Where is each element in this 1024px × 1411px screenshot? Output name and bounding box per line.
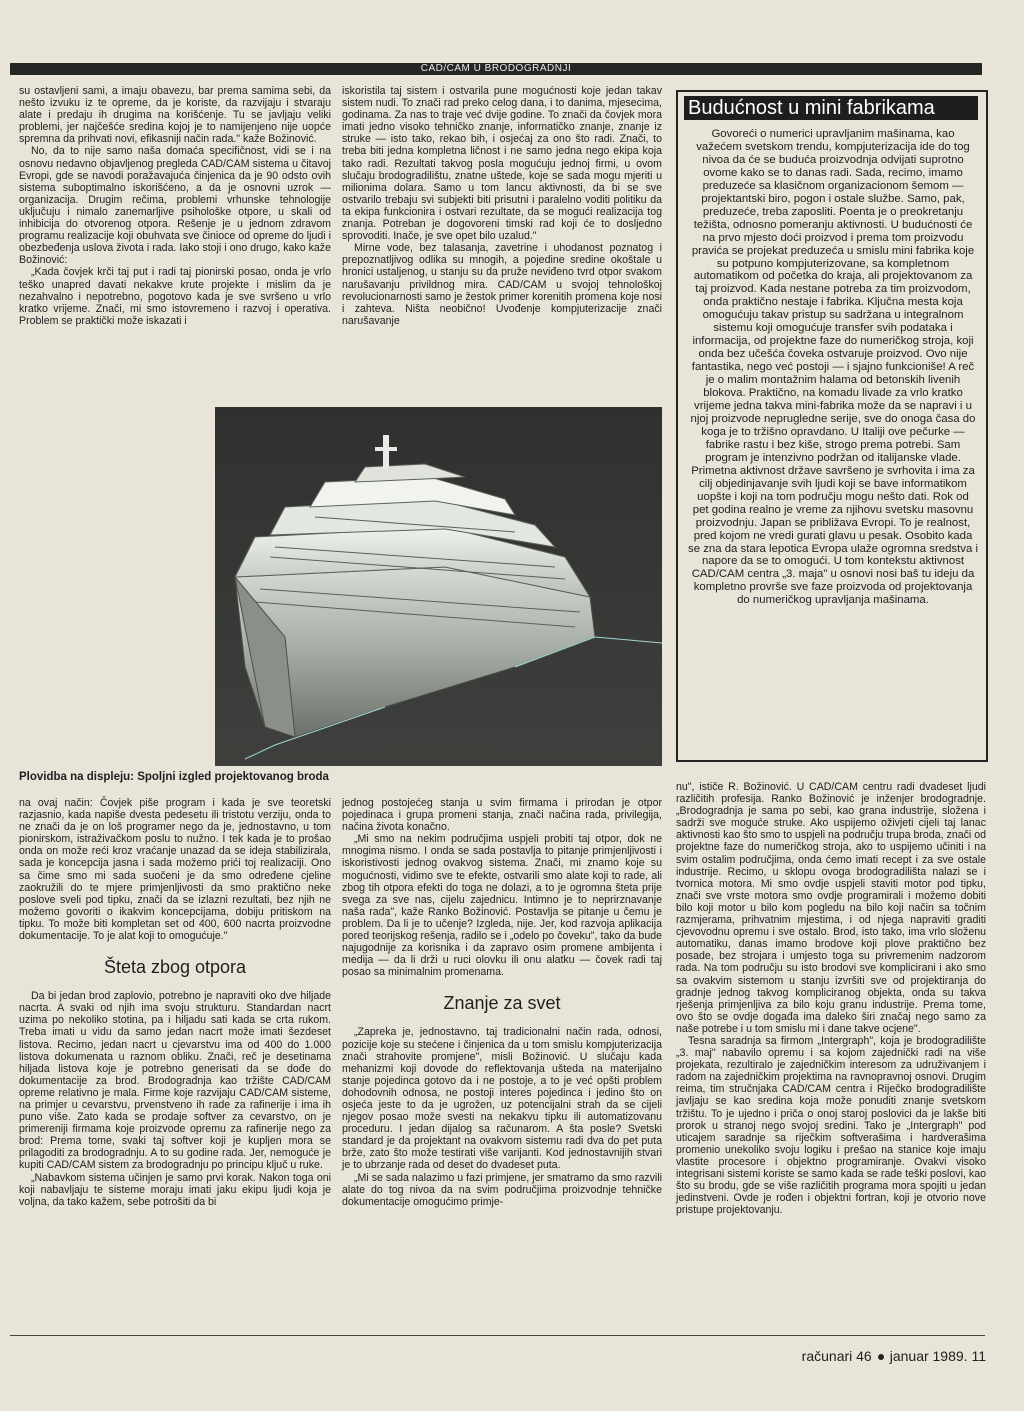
sidebar-title: Budućnost u mini fabrikama [684, 96, 978, 120]
column-4 [342, 797, 662, 1208]
paragraph: „Kada čovjek krči taj put i radi taj pionirski posao, onda je vrlo teško unapred davati nekakve krute projekte i mislim da je nezahvalno i nepotrebno, pogotovo kada je sve svršeno u vrlo kratko vrijeme. Znači, mi smo istovremeno i razvoj i operativa. Problem se praktički može iskazati i [19, 266, 331, 327]
paragraph: „Mi se sada nalazimo u fazi primjene, jer smatramo da smo razvili alate do tog nivoa da na svim područjima proizvodnje tehničke dokumentacije omogućimo primje- [342, 1171, 662, 1208]
bullet-icon [878, 1354, 884, 1360]
subheading: Znanje za svet [443, 993, 561, 1014]
paragraph: nu", ističe R. Božinović. U CAD/CAM centru radi dvadeset ljudi različitih profesija. Ranko Božinović je inženjer brodogradnje. „Brodogradnja je sama po sebi, kao grana industrije, složena i sadrži sve moguće struke. Ako uspijemo oživjeti cijeli taj lanac aktivnosti kao što smo to uspjeli na području trupa broda, znači od projektne faze do numeričkog stroja, ako to uspijemo učiniti i na svim ostalim područjima, onda ćemo imati recept i za sve ostale industrije. Recimo, u sklopu ovoga brodogradilišta nalazi se i tvornica motora. Mi smo ovdje uspjeli staviti motor pod tipku, znači sve vrste motora smo ovdje programirali i možemo dobiti bilo koji motor u bilo kom pogledu na bilo koji način sa točnim razmjerama, prihvatnim mjestima, i od njega napraviti graditi cjevovodnu opremu i sve ostalo. Brod, isto tako, ima vrlo složenu automatiku, danas imamo brodove koji plove praktično bez posade, bez strojara i umjesto toga su privremenim nadzorom rada. Na tom području su isto brodovi sve komplicirani i ako smo sa ovakvim sistemom u stanju izvršiti sve od projektiranja do gradnje jednog takvog kompliciranog objekta, onda su takva rješenja primjenljiva za bilo koju granu industrije. Prema tome, ovo što se ovdje događa ima daleko širi značaj nego samo za naše potrebe i u tom smislu mi i dane takve ocjene". [676, 781, 986, 1035]
paragraph: su ostavljeni sami, a imaju obavezu, bar prema samima sebi, da nešto izvuku iz te opreme, da je koriste, da razvijaju i stvaraju alate i predaju ih drugima na korišćenje. Tu se javljaju veliki problemi, jer najčešće sredina kojoj je to namijenjeno nije uopće spremna da prihvati novi, efikasniji način rada." kaže Božinović. [19, 85, 331, 146]
page-number: 11 [971, 1348, 986, 1364]
paragraph: Mirne vode, bez talasanja, zavetrine i uhodanost poznatog i prepoznatljivog odlika su mnogih, a pojedine sredine okoštale u hronici ustaljenog, u stanju su da pruže neviđeno tvrd otpor svakom narušavanju privildnog mira. CAD/CAM u svojoj tehnološkoj revolucionarnosti samo je žestok primer korenitih promena koje nosi i zahteva. Ništa neobično! Uvođenje kompjuterizacije znači narušavanje [342, 242, 662, 327]
ship-render-image [215, 407, 662, 766]
magazine-issue: računari 46 [801, 1348, 872, 1364]
section-header: CAD/CAM U BRODOGRADNJI [10, 63, 982, 75]
paragraph: „Mi smo na nekim područjima uspjeli probiti taj otpor, dok ne mnogima nismo. I onda se sada postavlja to pitanje primjenljivosti i iskoristivosti jednog ovakvog sistema. Znači, mi znamo koje su mogućnosti, vidimo sve te efekte, ostvarili smo alate koji to rade, ali zbog tih otpora efekti do toga ne dolazi, a to je ogromna šteta prije svega za sve nas, cijelu zajednicu. Intimno je to neprirznavanje naša rada", kaže Ranko Božinović. Postavlja se pitanje u čemu je problem. Da li je to učenje? Izgleda, nije. Jer, kod razvoja aplikacija pored teorijskog rešenja, radilo se i „odelo po čoveku", tako da bude najugodnije za korisnika i da zapravo osim promene ambijenta i medija — da li drži u ruci olovku ili onu alatku — čovek radi taj posao sa minimalnim promenama. [342, 833, 662, 979]
column-2 [342, 85, 662, 327]
column-5 [676, 781, 986, 1216]
photo-caption: Plovidba na displeju: Spoljni izgled projektovanog broda [19, 771, 329, 783]
paragraph: jednog postojećeg stanja u svim firmama i prirodan je otpor pojedinaca i grupa promeni stanja, znači načina rada, privilegija, načina života konačno. [342, 797, 662, 834]
sidebar-text: Govoreći o numerici upravljanim mašinama, kao važećem svetskom trendu, kompjuterizacija ide do tog nivoa da će se buduća proizvodnja odvijati suprotno ovome kako se to danas radi. Sada, recimo, imamo preduzeće sa klasičnom organizacionom šemom — projektantski biro, pogon i ostale službe. Samo, pak, preduzeće, treba zaposliti. Poenta je o preokretanju težišta, odnosno pomeranju aktivnosti. U budućnosti će na prvo mjesto doći proizvod i prema tom proizvodu pravića se projekat preduzeća u smislu mini fabrika koje su potpuno kompjuterizovane, sa kompletnom automatikom od početka do kraja, ali projektovanom za taj proizvod. Kada nestane potreba za tim proizvodom, onda praktično nestaje i fabrika. Ključna mesta koja omogućuju takav pristup su sadržana u integralnom sistemu koji omogućuje transfer svih podataka i informacija, od projektne faze do numeričkog stroja, koji onda bez učešća čoveka ostvaruje proizvod. Ovo nije fantastika, nego već postoji — i sjajno funkcioniše! A reč je o malim montažnim halama od betonskih livenih blokova. Praktično, na komadu livade za vrlo kratko vrijeme jedna takva mini-fabrika može da se napravi i u njoj proizvode neprugledne serije, sve do onoga časa do koga je to tržišno opravdano. U Italiji ove pečurke — fabrike rastu i bez kiše, strogo prema potrebi. Sam program je intenzivno podržan od italijanske vlade. Primetna aktivnost države savršeno je svrhovita i ima za cilj objedinjavanje svih ljudi koji se bave informatikom uopšte i koji na tom području mogu nešto dati. Rok od pet godina realno je vreme za njihovu svetsku masovnu proizvodnju. Japan se približava Evropi. To je realnost, pred kojom ne vredi gurati glavu u pesak. Osobito kada se zna da stara lepotica Evropa ulaže ogromna sredstva i napore da se to omogući. U tom kontekstu aktivnost CAD/CAM centra „3. maja" u osnovi nosi baš tu ideju da kompletno provrše sve faze proizvoda od projektovanja do numeričkog upravljanja mašinama. [688, 128, 978, 607]
paragraph: Da bi jedan brod zaplovio, potrebno je napraviti oko dve hiljade nacrta. A svaki od njih ima svoju strukturu. Standardan nacrt uzima po nekoliko stotina, pa i hiljadu sati kada se crta rukom. Treba imati u vidu da samo jedan nacrt može imati šezdeset listova. Recimo, jedan nacrt u cjevarstvu ima od 400 do 1.000 listova dokumenata u raznom obliku. Znači, reč je desetinama hiljada listova koje je potrebno generisati da se dođe do dokumentacije za brod. Brodogradnja kao tržište CAD/CAM opreme relativno je mala. Firme koje razvijaju CAD/CAM sisteme, na primjer u cevarstvu, prvenstveno ih rade za rafinerije i ima ih puno više. Zato kada se prodaje softver za cevarstvo, on je primereniji firmama koje proizvode opremu za rafinerije nego za brod: Prema tome, svaki taj softver koji je kupljen mora se prilagoditi za brodogradnju. A to su godine rada. Jer, nemoguće je kupiti CAD/CAM sistem za brodogradnju po principu ključ u ruke. [19, 990, 331, 1172]
column-1 [19, 85, 331, 327]
paragraph: No, da to nije samo naša domaća specifičnost, vidi se i na osnovu nedavno objavljenog pregleda CAD/CAM sistema u čitavoj Evropi, gde se navodi poražavajuća činjenica da je 90 odsto ovih sistema suboptimalno iskorišćeno, a da je osnovni uzrok — organizacija. Drugim rečima, problemi vrhunske tehnologije uključuju i nimalo zanemarljive psihološke otpore, u skali od inhibicija do otvorenog otpora. Rešenje je u jednom zdravom programu realizacije koji obuhvata sve činioce od opreme do ljudi i obezbeđenja uslova života i rada. Iako stoji i ono drugo, kako kaže Božinović: [19, 145, 331, 267]
paragraph: Tesna saradnja sa firmom „Intergraph", koja je brodogradilište „3. maj" nabavilo opremu i sa kojom zajednički radi na više projekata, rezultiralo je zajedničkim interesom za udruživanjem i radom na zajedničkim projektima na ravnopravnoj osnovi. Drugim reima, tim stručnjaka CAD/CAM centra i Riječko brodogradilište javljaju se kao sredina koja može ponuditi znanje svetskom tržištu. To je ujedno i priča o onoj staroj poslovici da je lakše biti prorok u stranoj nego svojoj sredini. Tako je „Intergraph" pod uticajem saradnje sa riječkim softverašima i hardverašima promenio unekoliko svoju logiku i prešao na stanice koje imaju vlastite procesore i objektno programiranje. Ovakvi visoko integrisani sistemi koriste se samo kada se rade teški poslovi, kao što su brodu, gde se više različitih programa mora spojiti u jedan jedinstveni. Ovde je rođen i objektni fortran, koji je otvorio nove pristupe projektovanju. [676, 1034, 986, 1217]
paragraph: „Zapreka je, jednostavno, taj tradicionalni način rada, odnosi, pozicije koje su stećene i činjenica da u tom smislu kompjuterizacija znači strahovite promjene", misli Božinović. U slučaju kada mehanizmi koji dovode do reflektovanja ušteda na materijalno stanje pojedinca gotovo da i ne postoje, a to je već opšti problem dohodovnih odnosa, ne postoji interes pojedinca i jedino što on osjeća jeste to da je ugrožen, uz potencijalni strah da se cijeli njegov posao može svesti na nekakvu tipku ili automatizovanu proceduru. I jedan dijalog sa računarom. A šta posle? Svetski standard je da projektant na ovakvom sistemu radi dva do pet puta brže, zato što može testirati više varijanti. Kod jednostavnijih stvari je to ubrzanje rada od deset do dvadeset puta. [342, 1026, 662, 1172]
paragraph: „Nabavkom sistema učinjen je samo prvi korak. Nakon toga oni koji nabavljaju te sisteme moraju imati jaku ekipu ljudi koja je voljna, da tako kažem, sebe potrošiti da bi [19, 1171, 331, 1208]
issue-date: januar 1989. [889, 1348, 968, 1364]
footer-divider [10, 1335, 985, 1336]
cruise-ship-illustration [215, 407, 662, 766]
subheading: Šteta zbog otpora [103, 957, 247, 978]
page-footer [802, 1348, 986, 1364]
column-3 [19, 797, 331, 1208]
sidebar-box [676, 90, 988, 762]
paragraph: iskoristila taj sistem i ostvarila pune mogućnosti koje jedan takav sistem nudi. To znači rad preko celog dana, i to danima, mjesecima, godinama. Za nas to traje već dvije godine. To znači da čovjek mora imati jedno visoko tehničko znanje, informatičko znanje, znanje iz struke — isto tako, rekao bih, i osjećaj za ono što radi. Znači, to treba biti jedna kompletna ličnost i ne samo jedna nego ekipa koja tako radi. Rezultati takvog posla mogućuju jednoj firmi, u ovom slučaju brodogradilištu, znatne uštede, koje se sada mogu mjeriti u milionima dolara. Samo u tom lancu aktivnosti, da bi se sve ostvarilo trebaju svi subjekti biti prisutni i paralelno voditi politiku da ta ekipa funkcionira i ostvari rezultate, da se mogući realizacija tog znanja. Potreban je dogovoreni timski rad koji će to dosljedno sprovoditi. Inače, je sve opet bilo uzalud." [342, 85, 662, 243]
paragraph: na ovaj način: Čovjek piše program i kada je sve teoretski razjasnio, kada napiše dvesta pedesetu ili tristotu verziju, onda to ne znači da je on loš programer nego da je, jednostavno, u tom pionirskom, istraživačkom poslu to nužno. I tek kada je to prošao onda on može reći kroz vraćanje unazad da se ideja stabilizirala, sada je koncepcija jasna i sada možemo prići toj realizaciji. Ono sa čime smo mi sada suočeni je da smo određene cjeline zaokružili do te mjere primjenljivosti da smo praktično neke poslove sveli pod tipku, znači da se izlazni rezultati, bez njih ne možemo govoriti o ikakvim koncepcijama, dobiju pritiskom na tipku. To može biti kompletan set od 400, 600 nacrta proizvodne dokumentacije. To je alat koji to omogućuje." [19, 797, 331, 943]
